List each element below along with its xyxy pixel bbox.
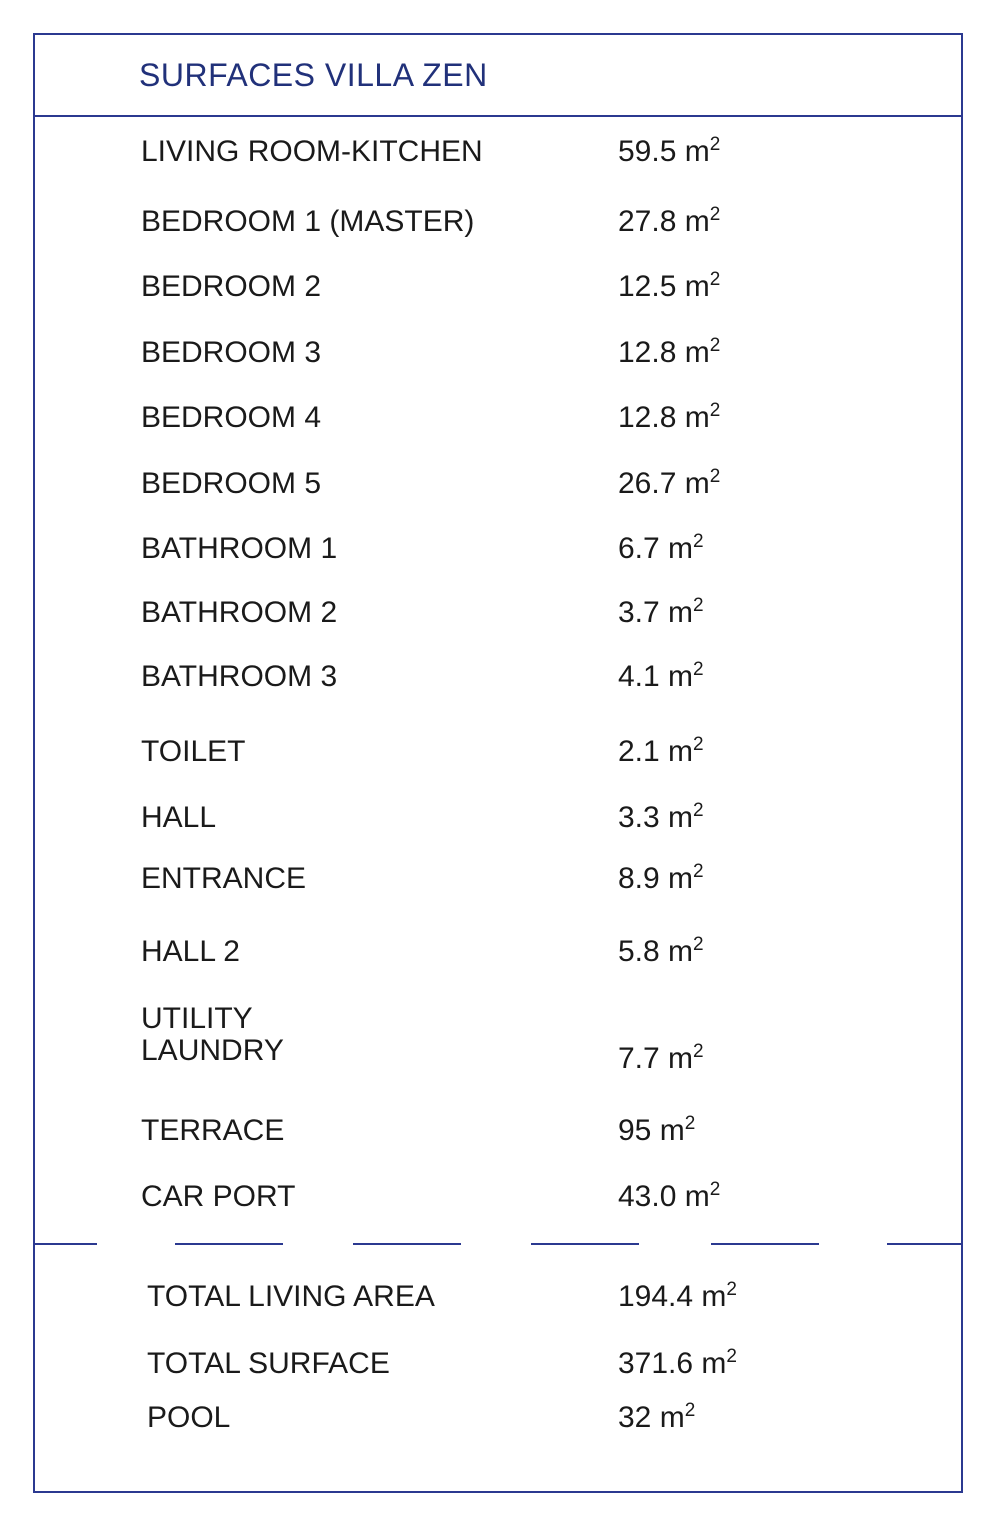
- row-value: 2.1 $m^2$: [618, 734, 704, 768]
- row-value: 27.8 $m^2$: [618, 204, 721, 238]
- row-label: HALL 2: [141, 935, 240, 968]
- totals-divider: [35, 1243, 961, 1245]
- row-label: BEDROOM 1 (MASTER): [141, 205, 475, 238]
- row-value: 194.4 $m^2$: [618, 1279, 737, 1313]
- row-value: 5.8 $m^2$: [618, 934, 704, 968]
- row-value: 12.8 $m^2$: [618, 335, 721, 369]
- row-label: POOL: [147, 1401, 231, 1434]
- title-bar: [35, 35, 961, 117]
- row-label: TOTAL SURFACE: [147, 1347, 390, 1380]
- table-row: [35, 727, 961, 793]
- row-label: LAUNDRY: [141, 1034, 284, 1067]
- row-value: 32 $m^2$: [618, 1400, 696, 1434]
- row-value: 8.9 $m^2$: [618, 861, 704, 895]
- surface-rows-list: [35, 117, 961, 1241]
- table-row: [35, 1175, 961, 1241]
- row-value: 7.7 $m^2$: [618, 1041, 704, 1075]
- row-label: TOTAL LIVING AREA: [147, 1280, 435, 1313]
- row-value: 26.7 $m^2$: [618, 466, 721, 500]
- row-label: BEDROOM 3: [141, 336, 322, 369]
- row-label: BEDROOM 4: [141, 401, 322, 434]
- row-label: TOILET: [141, 735, 246, 768]
- row-label: BEDROOM 2: [141, 270, 322, 303]
- row-label: HALL: [141, 801, 217, 834]
- surfaces-table-sheet: [33, 33, 963, 1493]
- row-value: 59.5 $m^2$: [618, 134, 721, 168]
- row-value: 12.5 $m^2$: [618, 269, 721, 303]
- table-row: [35, 257, 961, 323]
- row-label: UTILITY: [141, 1002, 253, 1035]
- table-row: [35, 855, 961, 927]
- table-row: [35, 117, 961, 191]
- row-label: BATHROOM 2: [141, 596, 338, 629]
- table-row: [35, 793, 961, 855]
- row-label: CAR PORT: [141, 1180, 296, 1213]
- page-title: SURFACES VILLA ZEN: [139, 57, 488, 93]
- row-label: ENTRANCE: [141, 862, 307, 895]
- table-row: [35, 585, 961, 649]
- table-row: [35, 455, 961, 521]
- table-row: [35, 521, 961, 585]
- row-value: 4.1 $m^2$: [618, 659, 704, 693]
- row-value: 95 $m^2$: [618, 1113, 696, 1147]
- row-label: BATHROOM 3: [141, 660, 338, 693]
- row-value: 43.0 $m^2$: [618, 1179, 721, 1213]
- table-row: [35, 323, 961, 389]
- table-row: [35, 1034, 961, 1109]
- row-label: BATHROOM 1: [141, 532, 338, 565]
- table-row: [35, 191, 961, 257]
- row-value: 371.6 $m^2$: [618, 1346, 737, 1380]
- row-value: 6.7 $m^2$: [618, 531, 704, 565]
- row-value: 12.8 $m^2$: [618, 400, 721, 434]
- table-row: [35, 649, 961, 727]
- row-value: 3.7 $m^2$: [618, 595, 704, 629]
- row-label: BEDROOM 5: [141, 467, 322, 500]
- row-label: LIVING ROOM-KITCHEN: [141, 135, 483, 168]
- table-row: [35, 1109, 961, 1175]
- row-value: 3.3 $m^2$: [618, 800, 704, 834]
- table-row: [35, 389, 961, 455]
- table-row: [35, 997, 961, 1034]
- table-row: [35, 927, 961, 997]
- row-label: TERRACE: [141, 1114, 285, 1147]
